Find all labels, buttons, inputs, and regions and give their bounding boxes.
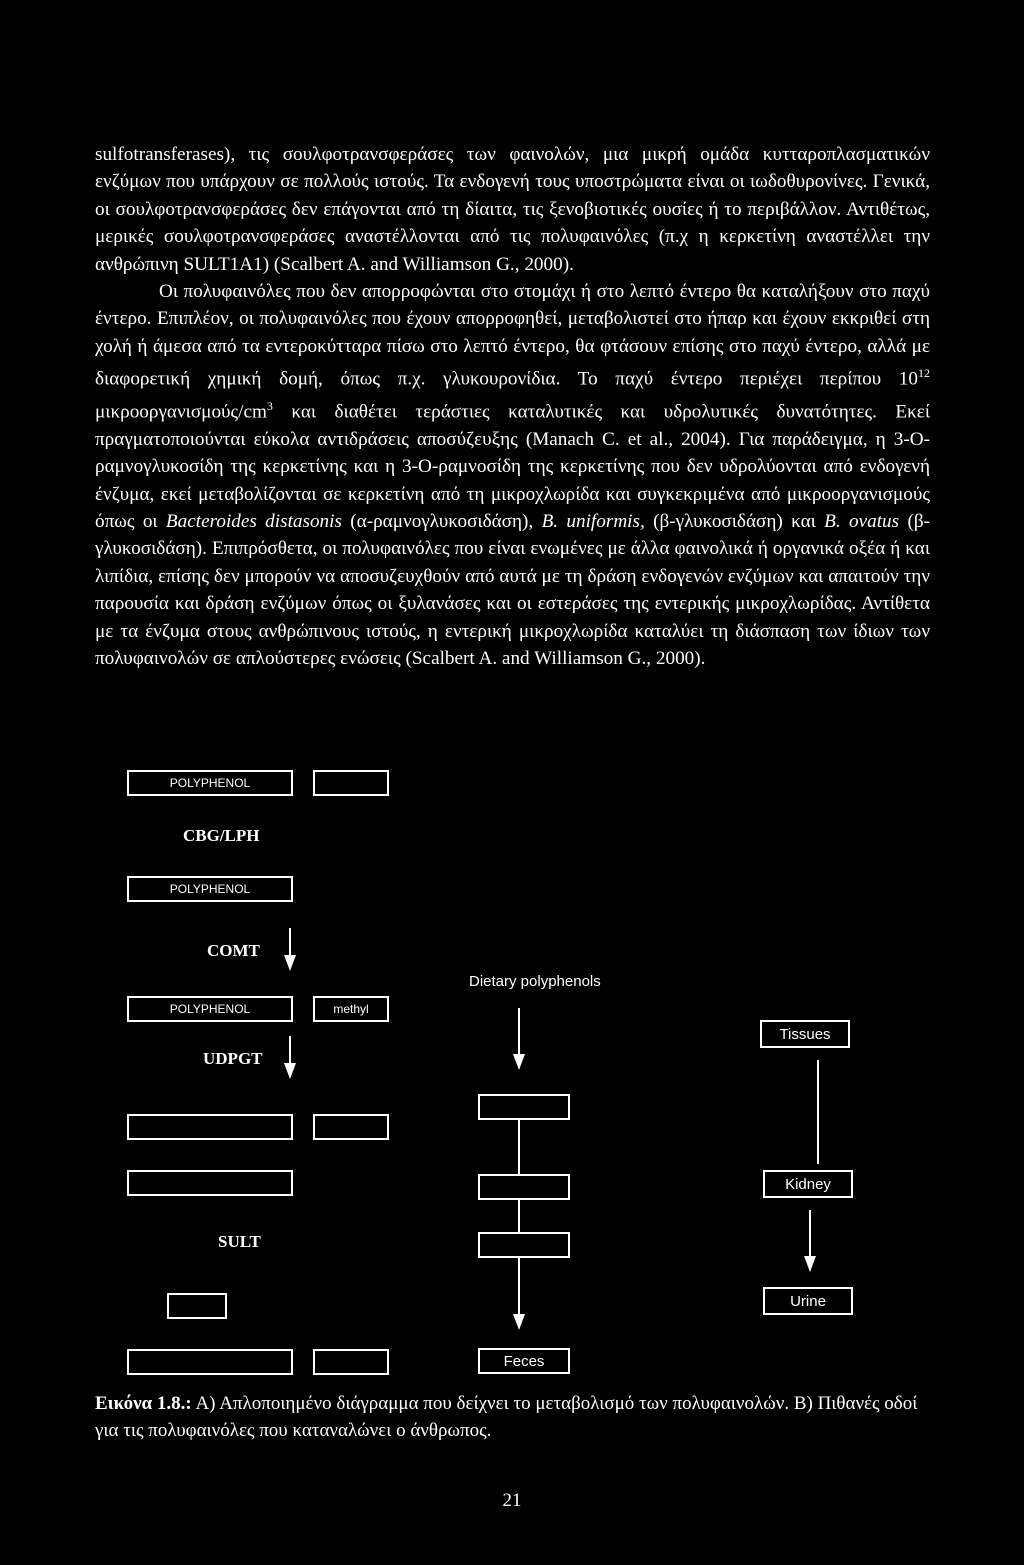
arrow-feces-line: [518, 1258, 520, 1318]
label-comt: COMT: [207, 941, 260, 960]
box-empty-a6: [127, 1349, 293, 1375]
box-polyphenol-1: POLYPHENOL: [127, 770, 293, 796]
box-empty-a5: [167, 1293, 227, 1319]
box-empty-a1: [313, 770, 389, 796]
p2-part2: μικροοργανισμούς/cm: [95, 401, 267, 423]
p2-sup2: 3: [266, 399, 273, 414]
box-tissues: Tissues: [760, 1020, 850, 1048]
page-number: 21: [502, 1490, 522, 1511]
box-empty-a7: [313, 1349, 389, 1375]
box-polyphenol-2: POLYPHENOL: [127, 876, 293, 902]
label-dietary-polyphenols: Dietary polyphenols: [469, 973, 601, 990]
line-b1-b2: [518, 1120, 520, 1174]
arrow-dietary-head: [513, 1054, 525, 1070]
p2-part3: και διαθέτει τεράστιες καταλυτικές και υδρολυτικές δυνατότητες. Εκεί πραγματοποιούνται εύκολα αντιδράσεις αποσύζευξης (Manach C. et al., 2004). Για παράδειγμα, η 3-Ο-ραμνογλυκοσίδη της κερκετίνης και η 3-Ο-ραμνοσίδη της κερκετίνης που δεν υδρολύονται από ενδογενή ένζυμα, εκεί μεταβολίζονται σε κερκετίνη από τη μικροχλωρίδα και συγκεκριμένα από μικροοργανισμούς όπως οι: [95, 401, 930, 533]
p2-part6: (β-γλυκοσιδάση). Επιπρόσθετα, οι πολυφαινόλες που είναι ενωμένες με άλλα φαινολικά ή οργανικά οξέα ή και λιπίδια, επίσης δεν μπορούν να αποσυζευχθούν από αυτά με τη δράση ενδογενών ενζύμων και απαιτούν την παρουσία και δράση ενζύμων όπως οι ξυλανάσες και οι εστεράσες της εντερικής μικροχλωρίδας. Αντίθετα με τα ένζυμα στους ανθρώπινους ιστούς, η εντερική μικροχλωρίδα καταλύει τη διάσπαση των ίδιων των πολυφαινολών σε απλούστερες ενώσεις (Scalbert A. and Williamson G., 2000).: [95, 511, 930, 670]
arrow-udpgt-line: [289, 1036, 291, 1066]
label-cbg-lph: CBG/LPH: [183, 826, 260, 845]
box-empty-b3: [478, 1232, 570, 1258]
box-empty-a2: [127, 1114, 293, 1140]
box-kidney: Kidney: [763, 1170, 853, 1198]
label-sult: SULT: [218, 1232, 261, 1251]
p2-part5: (β-γλυκοσιδάση) και: [644, 511, 825, 533]
p2-italic2: B. uniformis,: [541, 511, 645, 533]
label-udpgt: UDPGT: [203, 1049, 263, 1068]
p2-sup1: 12: [918, 366, 930, 381]
box-empty-a3: [313, 1114, 389, 1140]
box-polyphenol-3: POLYPHENOL: [127, 996, 293, 1022]
p2-part4: (α-ραμνογλυκοσιδάση),: [341, 511, 542, 533]
caption-text: Α) Απλοποιημένο διάγραμμα που δείχνει το μεταβολισμό των πολυφαινολών. Β) Πιθανές οδοί για τις πολυφαινόλες που καταναλώνει ο άνθρωπος.: [95, 1393, 918, 1441]
arrow-comt-head: [284, 955, 296, 971]
box-feces: Feces: [478, 1348, 570, 1374]
p2-italic3: B. ovatus: [824, 511, 900, 533]
paragraph-1: sulfotransferases), τις σουλφοτρανσφεράσες των φαινολών, μια μικρή ομάδα κυτταροπλασματικών ενζύμων που υπάρχουν σε πολλούς ιστούς. Τα ενδογενή τους υποστρώματα είναι οι ιωδοθυρονίνες. Γενικά, οι σουλφοτρανσφεράσες δεν επάγονται από τη δίαιτα, τις ξενοβιοτικές ουσίες ή το περιβάλλον. Αντιθέτως, μερικές σουλφοτρανσφεράσες αναστέλλονται από τις πολυφαινόλες (π.χ η κερκετίνη αναστέλλει την ανθρώπινη SULT1A1) (Scalbert A. and Williamson G., 2000).: [95, 144, 930, 275]
box-empty-b2: [478, 1174, 570, 1200]
caption-label: Εικόνα 1.8.:: [95, 1393, 192, 1414]
arrow-dietary-line: [518, 1008, 520, 1058]
p2-italic1: Bacteroides distasonis: [165, 511, 342, 533]
line-tissues-kidney: [817, 1060, 819, 1164]
box-methyl: methyl: [313, 996, 389, 1022]
figure-caption: [95, 1390, 935, 1444]
box-empty-b1: [478, 1094, 570, 1120]
arrow-feces-head: [513, 1314, 525, 1330]
box-urine: Urine: [763, 1287, 853, 1315]
p2-part1: Οι πολυφαινόλες που δεν απορροφώνται στο στομάχι ή στο λεπτό έντερο θα καταλήξουν στο παχύ έντερο. Επιπλέον, οι πολυφαινόλες που έχουν απορροφηθεί, μεταβολιστεί στο ήπαρ και έχουν εκκριθεί στη χολή ή άμεσα από τα εντεροκύτταρα πίσω στο λεπτό έντερο, θα φτάσουν επίσης στο παχύ έντερο, αλλά με διαφορετική χημική δομή, όπως π.χ. γλυκουρονίδια. Το παχύ έντερο περιέχει περίπου 10: [95, 281, 930, 390]
arrow-urine-line: [809, 1210, 811, 1260]
arrow-urine-head: [804, 1256, 816, 1272]
box-empty-a4: [127, 1170, 293, 1196]
arrow-udpgt-head: [284, 1063, 296, 1079]
arrow-comt-line: [289, 928, 291, 958]
line-b2-b3: [518, 1200, 520, 1232]
